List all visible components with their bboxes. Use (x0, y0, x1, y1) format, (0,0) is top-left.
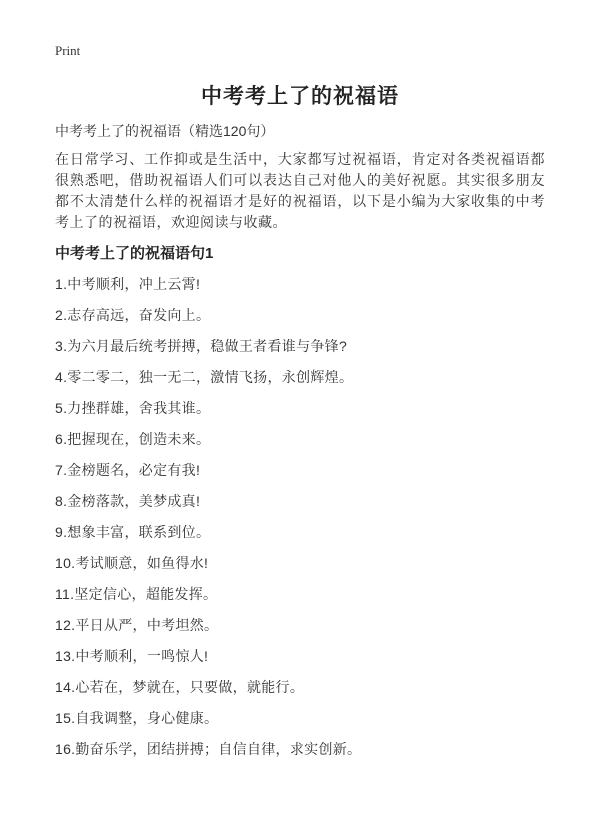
blessing-list (55, 277, 545, 757)
section-heading: 中考考上了的祝福语句1 (55, 245, 214, 262)
blessing-item: 13.中考顺利，一鸣惊人! (55, 648, 209, 664)
blessing-item: 12.平日从严，中考坦然。 (55, 617, 219, 633)
blessing-item: 10.考试顺意，如鱼得水! (55, 555, 209, 571)
blessing-item: 3.为六月最后统考拼搏，稳做王者看谁与争锋? (55, 338, 348, 354)
blessing-item: 15.自我调整，身心健康。 (55, 710, 219, 726)
blessing-item: 1.中考顺利，冲上云霄! (55, 276, 201, 292)
blessing-item: 9.想象丰富，联系到位。 (55, 524, 211, 540)
blessing-item: 11.坚定信心，超能发挥。 (55, 586, 218, 602)
intro-paragraph: 在日常学习、工作抑或是生活中，大家都写过祝福语，肯定对各类祝福语都很熟悉吧，借助祝福语人们可以表达自己对他人的美好祝愿。其实很多朋友都不太清楚什么样的祝福语才是好的祝福语，以下是小编为大家收集的中考考上了的祝福语，欢迎阅读与收藏。 (55, 151, 545, 230)
blessing-item: 4.零二零二，独一无二，激情飞扬，永创辉煌。 (55, 369, 354, 385)
blessing-item: 16.勤奋乐学，团结拼搏；自信自律，求实创新。 (55, 741, 362, 757)
blessing-item: 7.金榜题名，必定有我! (55, 462, 201, 478)
article-subtitle: 中考考上了的祝福语（精选120句） (55, 123, 275, 139)
blessing-item: 14.心若在，梦就在，只要做，就能行。 (55, 679, 305, 695)
blessing-item: 2.志存高远，奋发向上。 (55, 307, 211, 323)
page-title: 中考考上了的祝福语 (201, 85, 399, 108)
blessing-item: 5.力挫群雄，舍我其谁。 (55, 400, 211, 416)
print-link[interactable]: Print (55, 43, 81, 58)
blessing-item: 6.把握现在，创造未来。 (55, 431, 211, 447)
blessing-item: 8.金榜落款，美梦成真! (55, 493, 201, 509)
